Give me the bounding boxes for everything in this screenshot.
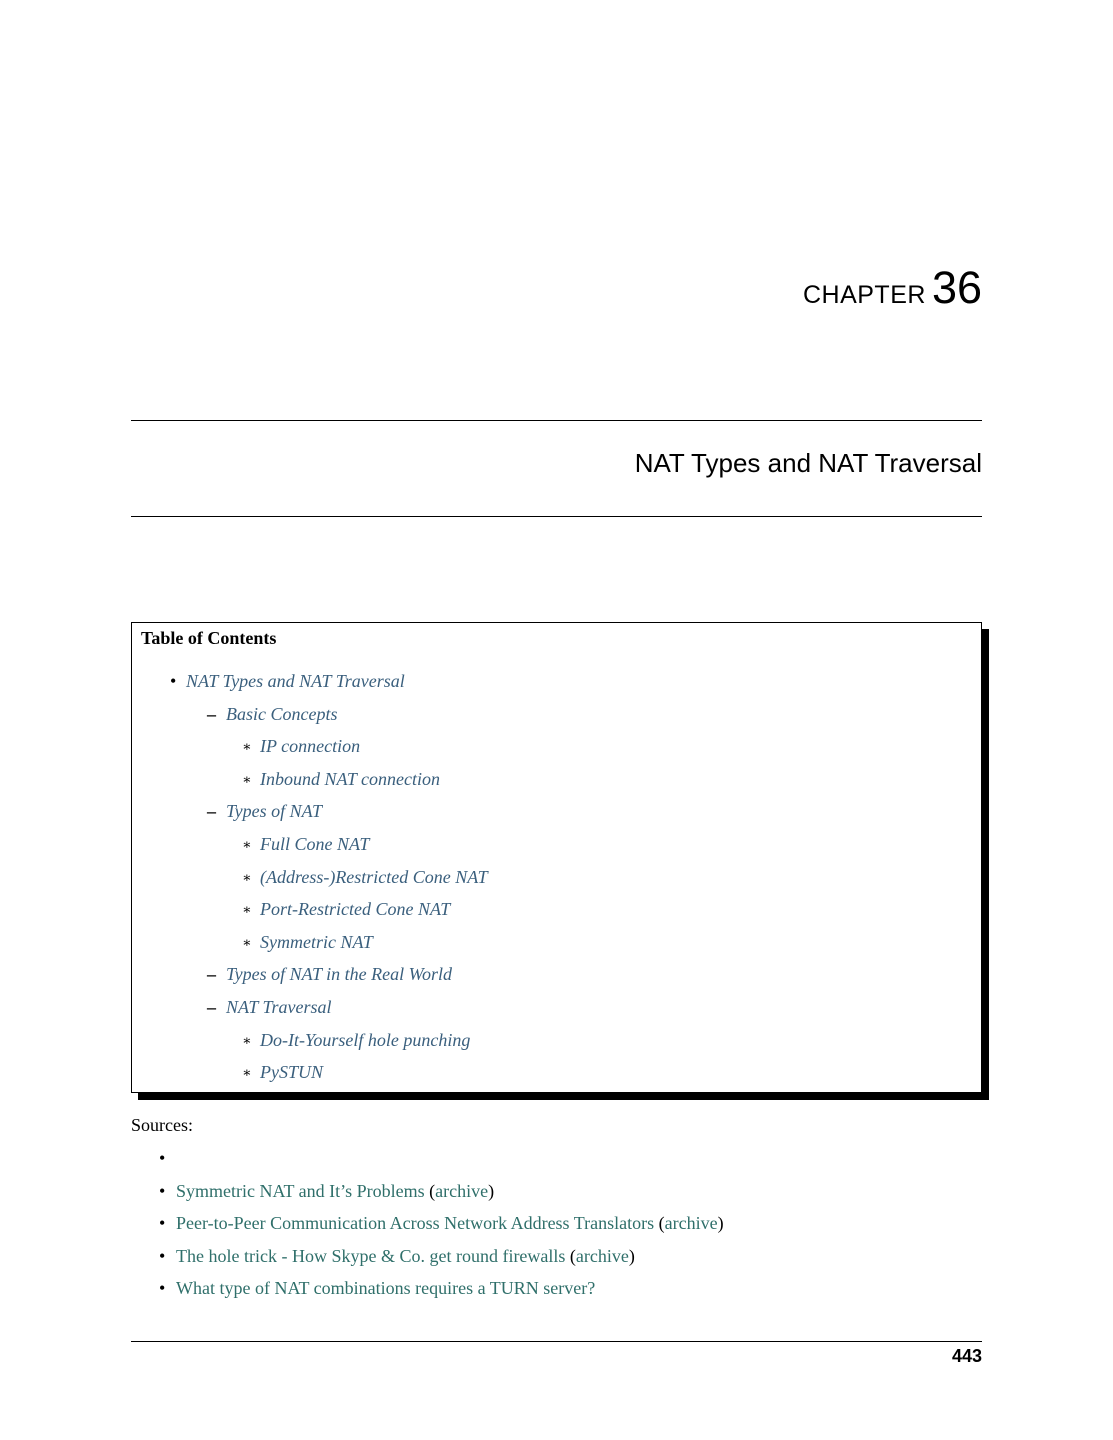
- toc-bullet: –: [207, 997, 216, 1017]
- toc-link[interactable]: Full Cone NAT: [260, 834, 370, 854]
- chapter-word: CHAPTER: [802, 281, 926, 309]
- title-top-rule: [131, 420, 982, 421]
- toc-bullet: ∗: [242, 870, 252, 886]
- toc-link[interactable]: Do-It-Yourself hole punching: [260, 1029, 471, 1050]
- archive-link[interactable]: archive: [435, 1180, 489, 1201]
- toc-bullet: ∗: [242, 838, 252, 853]
- source-link[interactable]: What type of NAT combinations requires a TURN server?: [176, 1278, 596, 1299]
- archive-open-paren: (: [424, 1180, 436, 1201]
- chapter-title: NAT Types and NAT Traversal: [634, 448, 982, 478]
- source-link[interactable]: The hole trick - How Skype & Co. get round firewalls: [176, 1245, 566, 1266]
- chapter-label: [803, 262, 982, 314]
- archive-link[interactable]: archive: [664, 1213, 718, 1234]
- page-number: 443: [951, 1346, 982, 1366]
- source-bullet: •: [159, 1148, 166, 1168]
- source-text: [176, 1246, 635, 1267]
- toc-link[interactable]: Port-Restricted Cone NAT: [260, 899, 451, 920]
- sources-label: Sources:: [131, 1115, 193, 1135]
- title-bottom-rule: [131, 516, 982, 517]
- toc-bullet: –: [207, 703, 216, 724]
- archive-close-paren: ): [628, 1245, 635, 1266]
- toc-link[interactable]: Basic Concepts: [226, 703, 338, 724]
- source-text: [176, 1213, 724, 1234]
- archive-close-paren: ): [488, 1180, 495, 1201]
- toc-link[interactable]: Symmetric NAT: [260, 931, 373, 952]
- toc-bullet: ∗: [242, 772, 252, 788]
- source-text: [176, 1181, 494, 1202]
- source-bullet: •: [159, 1245, 166, 1266]
- toc-title: Table of Contents: [141, 628, 277, 648]
- archive-close-paren: ): [717, 1213, 724, 1234]
- toc-bullet: ∗: [242, 903, 252, 919]
- toc-bullet: ∗: [242, 1033, 252, 1049]
- toc-link[interactable]: NAT Traversal: [226, 997, 332, 1017]
- source-link[interactable]: Symmetric NAT and It’s Problems: [176, 1180, 425, 1201]
- toc-link[interactable]: Types of NAT in the Real World: [226, 964, 453, 985]
- toc-bullet: –: [207, 964, 216, 985]
- toc-link[interactable]: IP connection: [260, 736, 361, 757]
- toc-link[interactable]: NAT Types and NAT Traversal: [186, 671, 405, 691]
- toc-bullet: ∗: [242, 1066, 252, 1082]
- toc-link[interactable]: (Address-)Restricted Cone NAT: [260, 866, 488, 887]
- source-bullet: •: [159, 1213, 166, 1234]
- toc-link[interactable]: PySTUN: [260, 1062, 323, 1083]
- source-text: [176, 1278, 595, 1299]
- toc-bullet: –: [207, 801, 216, 822]
- table-of-contents: [131, 622, 982, 1093]
- toc-bullet: ∗: [242, 935, 252, 951]
- source-bullet: •: [159, 1180, 166, 1201]
- footer-rule: [131, 1341, 982, 1342]
- toc-bullet: •: [170, 671, 177, 691]
- chapter-number: 36: [931, 262, 982, 313]
- archive-open-paren: (: [565, 1245, 576, 1266]
- toc-bullet: ∗: [242, 740, 252, 756]
- source-bullet: •: [159, 1278, 166, 1299]
- source-link[interactable]: Peer-to-Peer Communication Across Network Address Translators: [176, 1213, 655, 1234]
- toc-link[interactable]: Types of NAT: [226, 801, 323, 822]
- archive-open-paren: (: [654, 1213, 665, 1234]
- archive-link[interactable]: archive: [575, 1245, 629, 1266]
- toc-link[interactable]: Inbound NAT connection: [260, 768, 440, 789]
